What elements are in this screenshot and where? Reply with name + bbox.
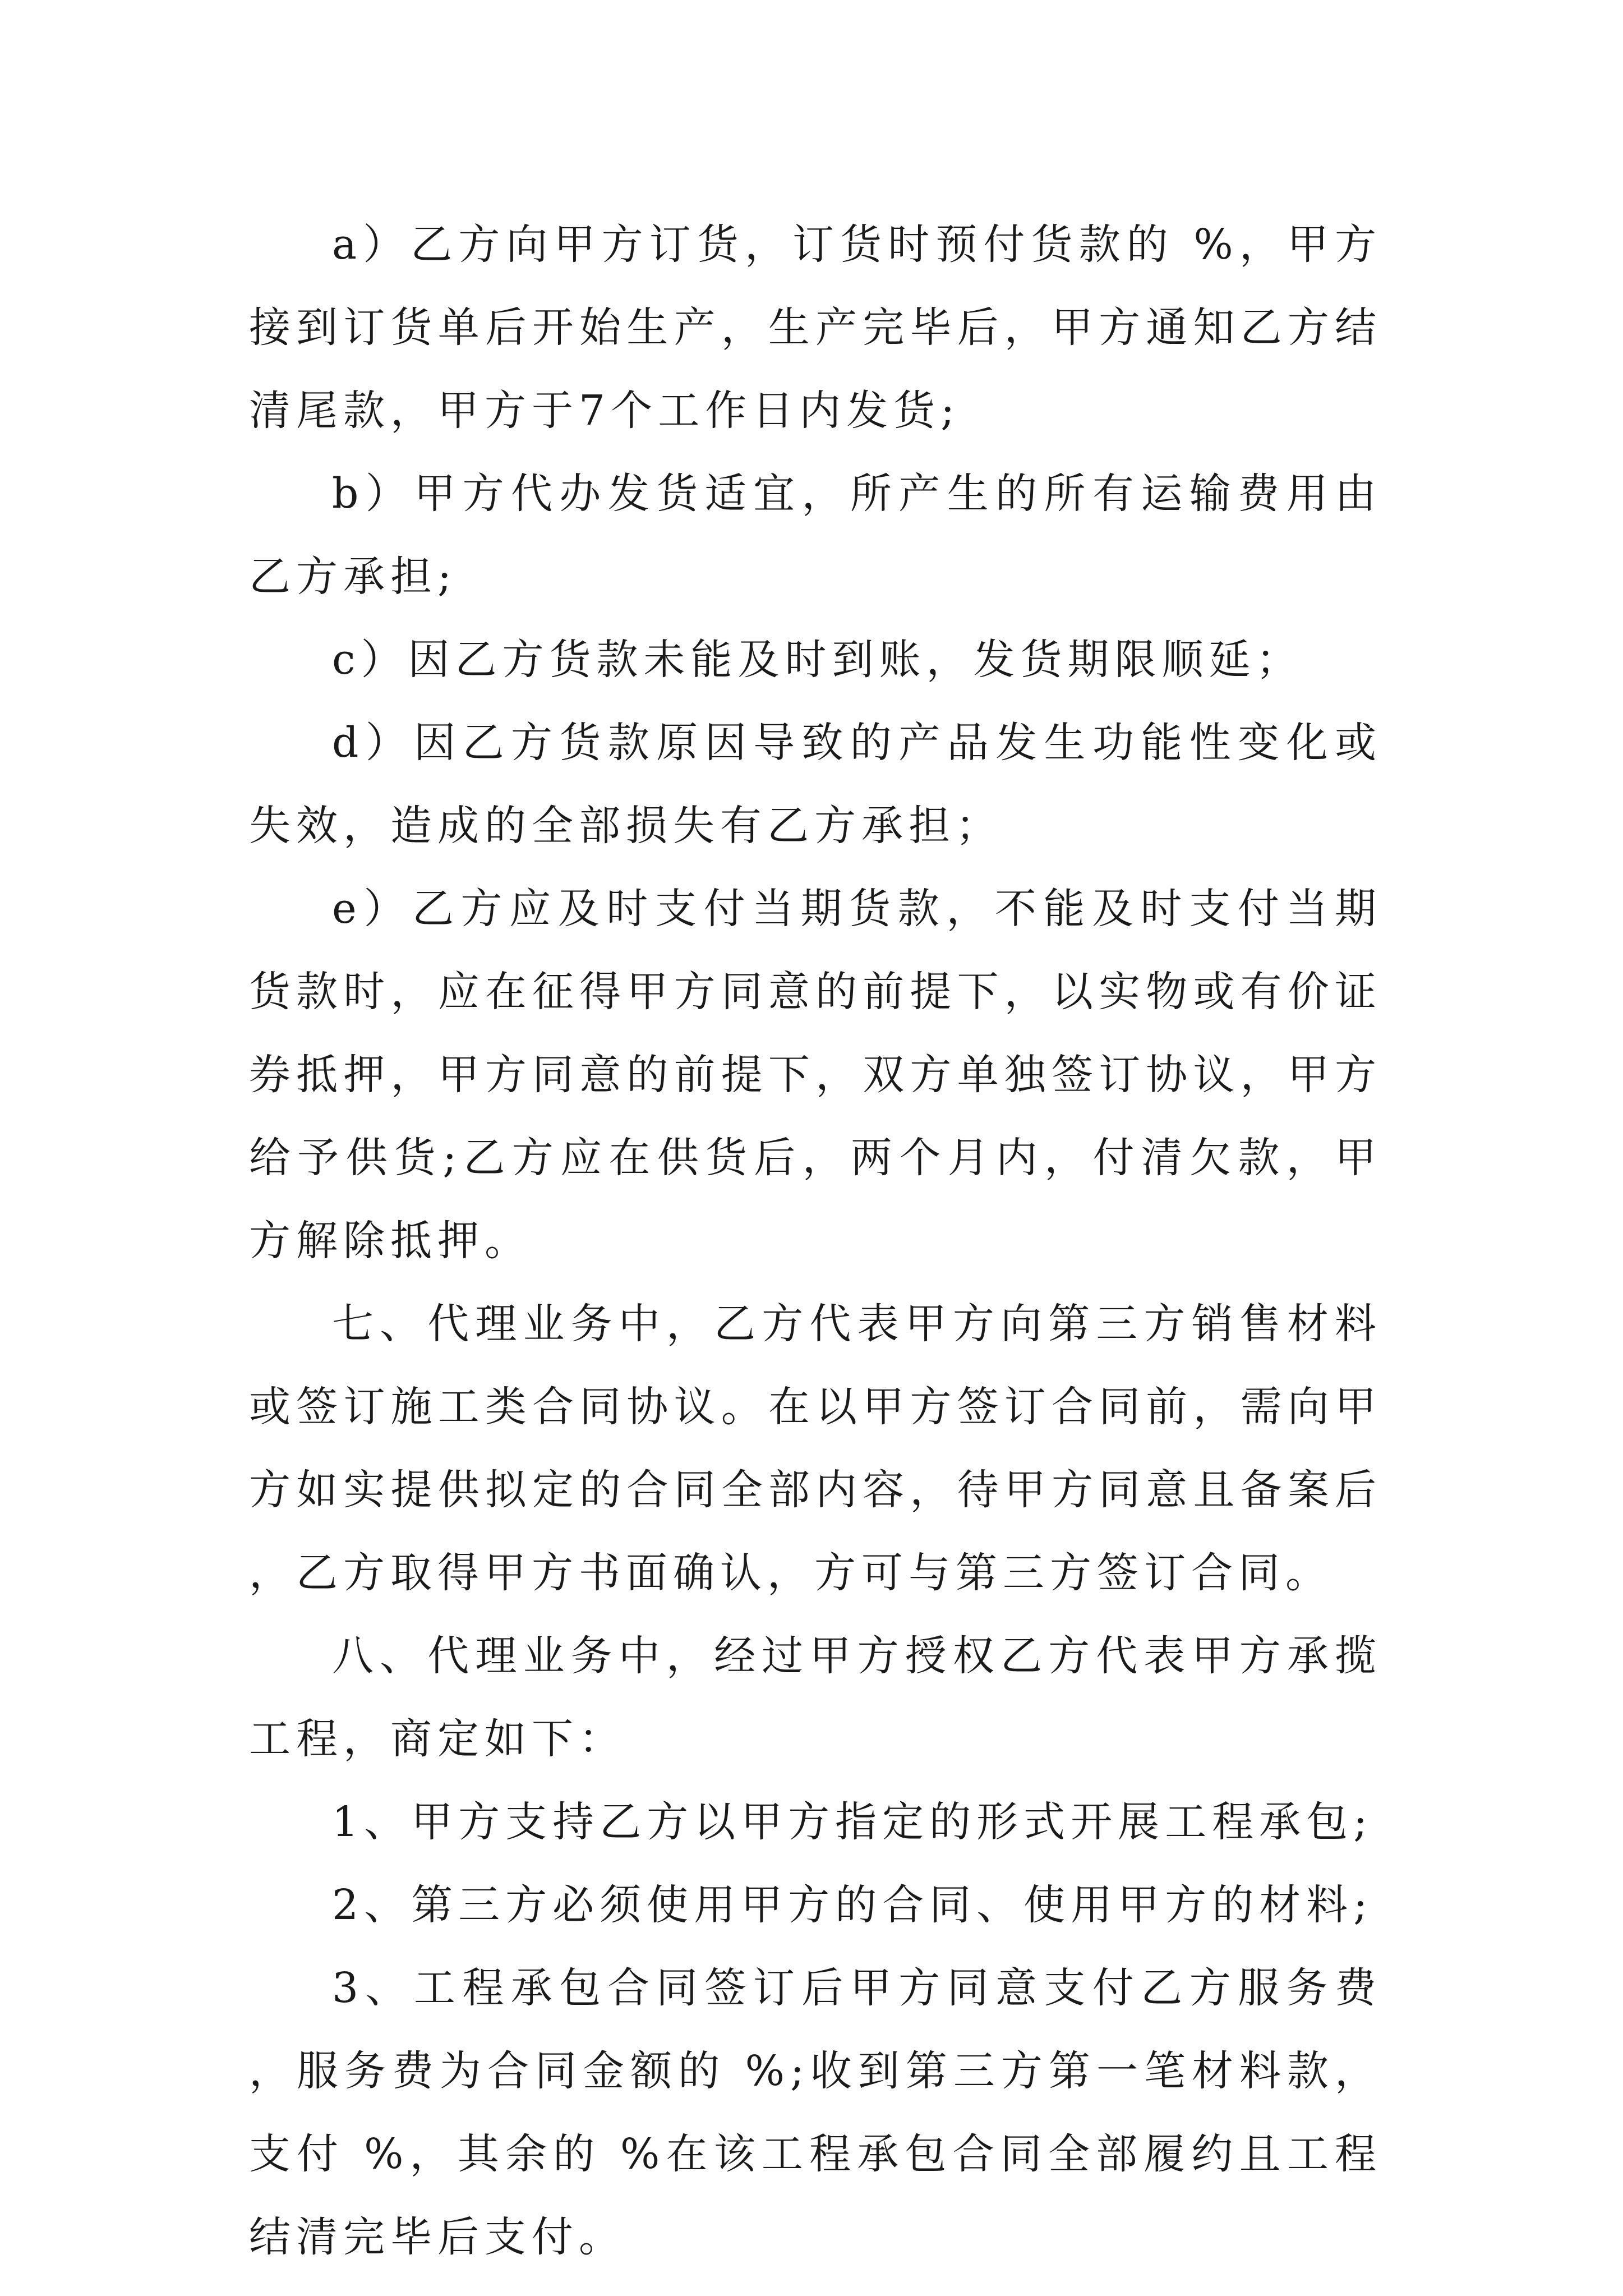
paragraph-c: c）因乙方货款未能及时到账，发货期限顺延； [332,636,1303,684]
paragraph-b: b）甲方代办发货适宜，所产生的所有运输费用由乙方承担; [249,470,1382,601]
paragraph-section-7: 七、代理业务中，乙方代表甲方向第三方销售材料或签订施工类合同协议。在以甲方签订合同前，需向甲方如实提供拟定的合同全部内容，待甲方同意且备案后，乙方取得甲方书面确认，方可与第三方签订合同。 [249,1300,1382,1597]
paragraph-section-8: 八、代理业务中，经过甲方授权乙方代表甲方承揽工程，商定如下： [249,1632,1382,1763]
paragraph-item-1: 1、甲方支持乙方以甲方指定的形式开展工程承包; [332,1798,1373,1846]
paragraph-a: a）乙方向甲方订货，订货时预付货款的 %，甲方接到订货单后开始生产，生产完毕后，甲方通知乙方结清尾款，甲方于7个工作日内发货; [249,220,1382,435]
paragraph-item-3: 3、工程承包合同签订后甲方同意支付乙方服务费，服务费为合同金额的 %;收到第三方第一笔材料款，支付 %，其余的 %在该工程承包合同全部履约且工程结清完毕后支付。 [249,1964,1382,2261]
paragraph-d: d）因乙方货款原因导致的产品发生功能性变化或失效，造成的全部损失有乙方承担； [249,719,1382,850]
paragraph-e: e）乙方应及时支付当期货款，不能及时支付当期货款时，应在征得甲方同意的前提下，以实物或有价证券抵押，甲方同意的前提下，双方单独签订协议，甲方给予供货;乙方应在供货后，两个月内，付清欠款，甲方解除抵押。 [249,885,1382,1265]
paragraph-item-2: 2、第三方必须使用甲方的合同、使用甲方的材料; [332,1881,1373,1929]
document-body [249,203,1382,2279]
